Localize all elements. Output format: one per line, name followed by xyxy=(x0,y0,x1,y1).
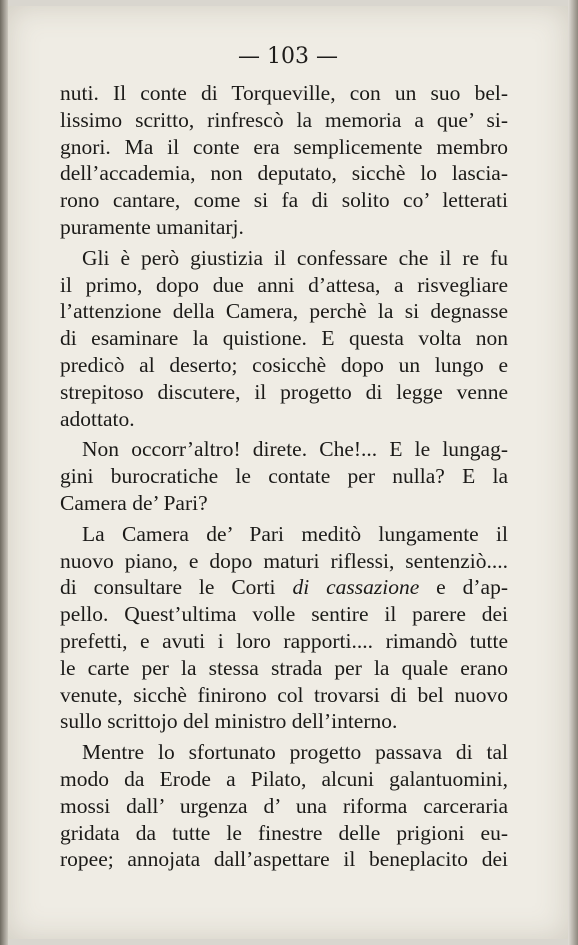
text-line: lissimo scritto, rinfrescò la memoria a que’ si- xyxy=(60,107,508,132)
text-line: le carte per la stessa strada per la quale erano xyxy=(60,655,508,680)
page-number: — 103 — xyxy=(238,44,338,69)
text-line: gini burocratiche le contate per nulla? E la xyxy=(60,464,508,489)
text-line: il primo, dopo due anni d’attesa, a risvegliare xyxy=(60,272,508,297)
text-line: predicò al deserto; cosicchè dopo un lungo e xyxy=(60,352,508,377)
text-line: nuti. Il conte di Torqueville, con un suo bel- xyxy=(60,81,508,105)
text-line: gridata da tutte le finestre delle prigioni eu- xyxy=(60,820,508,845)
text-line: Mentre lo sfortunato progetto passava di tal xyxy=(82,740,508,765)
paragraph xyxy=(60,521,508,735)
paragraph xyxy=(60,739,508,873)
text-line: strepitoso discutere, il progetto di legge venne xyxy=(60,379,508,404)
text-line: Non occorr’altro! direte. Che!... E le lungag- xyxy=(82,437,508,462)
text-line: Gli è però giustizia il confessare che il re fu xyxy=(82,245,508,270)
book-gutter-shadow xyxy=(0,0,8,945)
body-text xyxy=(60,80,508,873)
paragraph xyxy=(60,436,508,516)
italic-text-run: di cassazione xyxy=(292,575,420,600)
text-line xyxy=(60,574,508,601)
text-line: gnori. Ma il conte era semplicemente membro xyxy=(60,134,508,159)
paragraph xyxy=(60,80,508,241)
text-line: La Camera de’ Pari meditò lungamente il xyxy=(82,521,508,546)
text-line: venute, sicchè finirono col trovarsi di bel nuovo xyxy=(60,682,508,707)
text-run: e d’ap- xyxy=(419,575,509,600)
text-line: ropee; annojata dall’aspettare il beneplacito dei xyxy=(60,847,508,872)
text-line: dell’accademia, non deputato, sicchè lo lascia- xyxy=(60,161,508,186)
text-line: di esaminare la quistione. E questa volta non xyxy=(60,326,508,351)
text-line: puramente umanitarj. xyxy=(60,214,244,239)
book-page xyxy=(8,6,568,939)
text-line: modo da Erode a Pilato, alcuni galantuomini, xyxy=(60,766,508,791)
text-line: mossi dall’ urgenza d’ una riforma carceraria xyxy=(60,793,508,818)
text-line: Camera de’ Pari? xyxy=(60,490,208,515)
text-run: di consultare le Corti xyxy=(60,575,293,600)
text-line: prefetti, e avuti i loro rapporti.... rimandò tutte xyxy=(60,628,508,653)
paragraph xyxy=(60,245,508,433)
text-line: sullo scrittojo del ministro dell’interno. xyxy=(60,709,398,734)
text-line: l’attenzione della Camera, perchè la si degnasse xyxy=(60,299,508,324)
text-line: rono cantare, come si fa di solito co’ letterati xyxy=(60,188,508,213)
text-line: nuovo piano, e dopo maturi riflessi, sentenziò.... xyxy=(60,548,508,573)
text-line: adottato. xyxy=(60,406,135,431)
page-edge-shadow xyxy=(568,0,578,945)
text-line: pello. Quest’ultima volle sentire il parere dei xyxy=(60,602,508,627)
